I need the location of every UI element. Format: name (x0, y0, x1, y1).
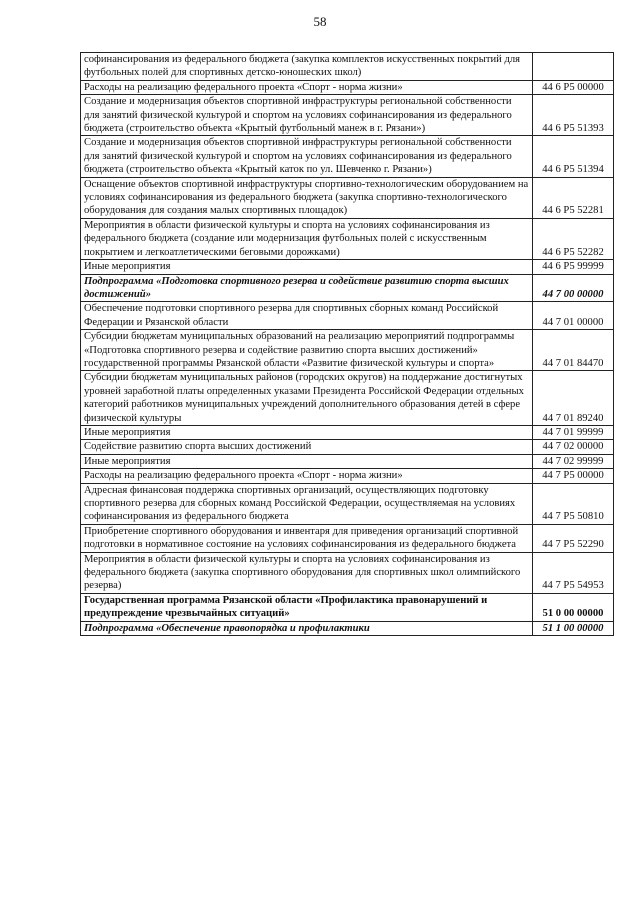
table-row (81, 469, 614, 483)
table-row (81, 524, 614, 552)
classification-code-cell: 44 6 P5 52282 (533, 218, 614, 259)
expense-name-cell: Государственная программа Рязанской области «Профилактика правонарушений и предупреждение чрезвычайных ситуаций» (81, 593, 533, 621)
expense-name-cell: Создание и модернизация объектов спортивной инфраструктуры региональной собственности для занятий физической культурой и спортом на условиях софинансирования из федерального бюджета (строительство объекта «Крытый каток по ул. Шевченко г. Рязани») (81, 136, 533, 177)
page-number: 58 (313, 14, 327, 29)
expense-name-cell: Подпрограмма «Обеспечение правопорядка и профилактики (81, 621, 533, 635)
expense-name-cell: Подпрограмма «Подготовка спортивного резерва и содействие развитию спорта высших достижений» (81, 274, 533, 302)
table-row (81, 260, 614, 274)
expense-name-cell: Содействие развитию спорта высших достижений (81, 440, 533, 454)
classification-code-cell (533, 53, 614, 81)
table-row (81, 95, 614, 136)
classification-code-cell: 44 7 01 84470 (533, 330, 614, 371)
expense-name-cell: Мероприятия в области физической культуры и спорта на условиях софинансирования из федерального бюджета (создание или модернизация футбольных полей с искусственным покрытием и легкоатлетическими беговыми дорожками) (81, 218, 533, 259)
table-row (81, 552, 614, 593)
expense-name-cell: Мероприятия в области физической культуры и спорта на условиях софинансирования из федерального бюджета (закупка спортивного оборудования для спортивных школ олимпийского резерва) (81, 552, 533, 593)
table-row (81, 371, 614, 426)
expense-name-cell: Оснащение объектов спортивной инфраструктуры спортивно-технологическим оборудованием на условиях софинансирования из федерального бюджета (закупка спортивно-технологического оборудования для создания малых спортивных площадок) (81, 177, 533, 218)
budget-classification-table (80, 52, 614, 636)
table-row (81, 80, 614, 94)
classification-code-cell: 44 7 01 00000 (533, 302, 614, 330)
classification-code-cell: 44 7 P5 00000 (533, 469, 614, 483)
table-body (81, 53, 614, 636)
classification-code-cell: 44 6 P5 99999 (533, 260, 614, 274)
classification-code-cell: 44 7 01 89240 (533, 371, 614, 426)
table-row (81, 177, 614, 218)
classification-code-cell: 44 6 P5 52281 (533, 177, 614, 218)
table-row (81, 136, 614, 177)
classification-code-cell: 44 7 02 99999 (533, 454, 614, 468)
classification-code-cell: 44 7 01 99999 (533, 425, 614, 439)
expense-name-cell: Субсидии бюджетам муниципальных районов (городских округов) на поддержание достигнутых уровней заработной платы определенных указами Президента Российской Федерации отдельных категорий работников муниципальных учреждений дополнительного образования детей в сфере физической культуры (81, 371, 533, 426)
table-row (81, 53, 614, 81)
classification-code-cell: 44 7 02 00000 (533, 440, 614, 454)
classification-code-cell: 44 7 P5 54953 (533, 552, 614, 593)
table-row (81, 274, 614, 302)
expense-name-cell: Создание и модернизация объектов спортивной инфраструктуры региональной собственности для занятий физической культурой и спортом на условиях софинансирования из федерального бюджета (строительство объекта «Крытый футбольный манеж в г. Рязани») (81, 95, 533, 136)
classification-code-cell: 44 7 P5 52290 (533, 524, 614, 552)
table-row (81, 330, 614, 371)
table-row (81, 483, 614, 524)
expense-name-cell: софинансирования из федерального бюджета (закупка комплектов искусственных покрытий для футбольных полей для спортивных детско-юношеских школ) (81, 53, 533, 81)
expense-name-cell: Иные мероприятия (81, 260, 533, 274)
classification-code-cell: 44 6 P5 51394 (533, 136, 614, 177)
expense-name-cell: Приобретение спортивного оборудования и инвентаря для приведения организаций спортивной подготовки в нормативное состояние на условиях софинансирования из федерального бюджета (81, 524, 533, 552)
table-row (81, 593, 614, 621)
expense-name-cell: Адресная финансовая поддержка спортивных организаций, осуществляющих подготовку спортивного резерва для сборных команд Российской Федерации, осуществляемая на условиях софинансирования из федерального бюджета (81, 483, 533, 524)
table-row (81, 454, 614, 468)
table-row (81, 218, 614, 259)
table-row (81, 621, 614, 635)
classification-code-cell: 44 6 P5 51393 (533, 95, 614, 136)
classification-code-cell: 44 6 P5 00000 (533, 80, 614, 94)
classification-code-cell: 51 1 00 00000 (533, 621, 614, 635)
classification-code-cell: 44 7 P5 50810 (533, 483, 614, 524)
expense-name-cell: Субсидии бюджетам муниципальных образований на реализацию мероприятий подпрограммы «Подготовка спортивного резерва и содействие развитию спорта высших достижений» государственной программы Рязанской области «Развитие физической культуры и спорта» (81, 330, 533, 371)
expense-name-cell: Обеспечение подготовки спортивного резерва для спортивных сборных команд Российской Федерации и Рязанской области (81, 302, 533, 330)
expense-name-cell: Расходы на реализацию федерального проекта «Спорт - норма жизни» (81, 80, 533, 94)
expense-name-cell: Расходы на реализацию федерального проекта «Спорт - норма жизни» (81, 469, 533, 483)
expense-name-cell: Иные мероприятия (81, 425, 533, 439)
expense-name-cell: Иные мероприятия (81, 454, 533, 468)
classification-code-cell: 44 7 00 00000 (533, 274, 614, 302)
table-row (81, 302, 614, 330)
classification-code-cell: 51 0 00 00000 (533, 593, 614, 621)
table-row (81, 425, 614, 439)
table-row (81, 440, 614, 454)
